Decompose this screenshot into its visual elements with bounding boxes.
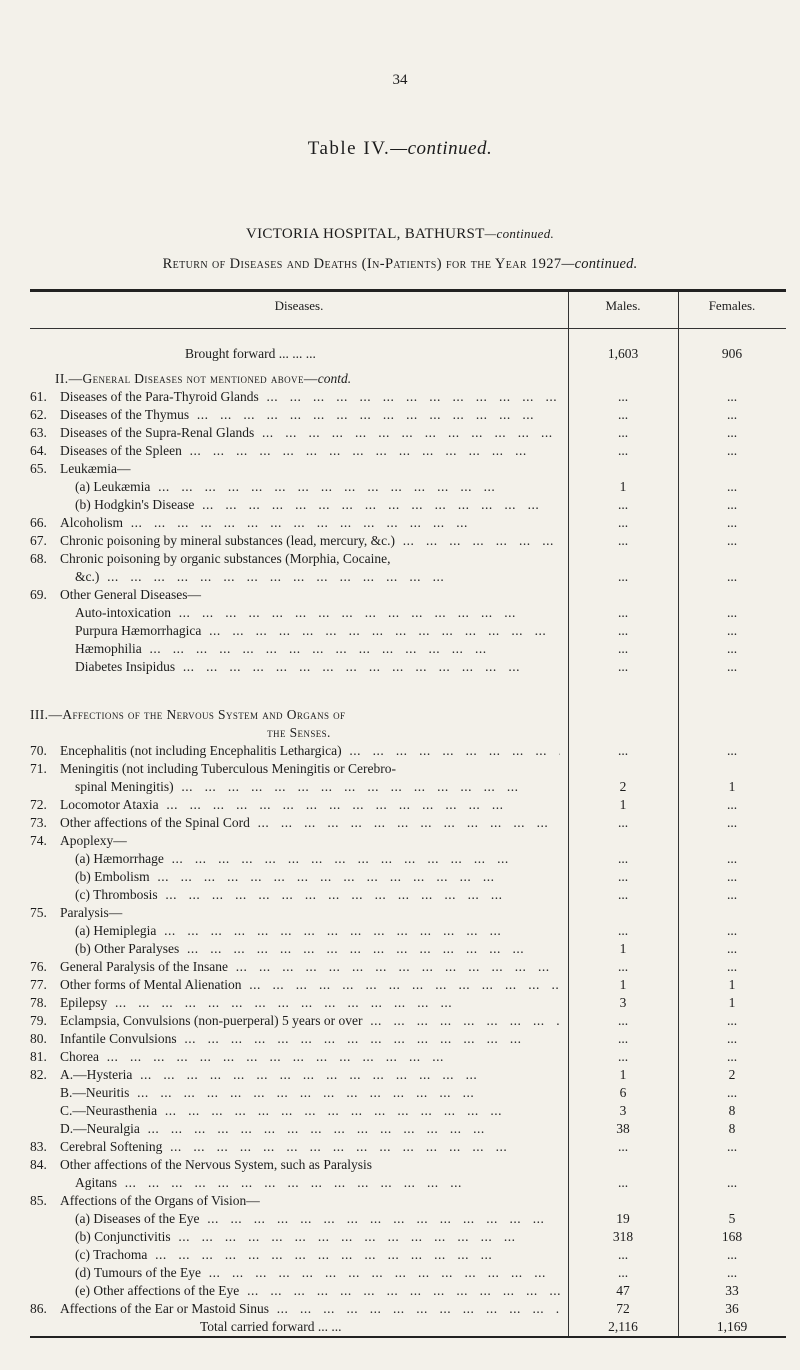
- table-row: [0, 850, 800, 868]
- females-value: ...: [726, 923, 738, 938]
- males-value: ...: [617, 923, 629, 938]
- row-label: Diseases of the Thymus ...: [60, 406, 560, 424]
- females-value: ...: [726, 815, 738, 830]
- row-label: Alcoholism ...: [60, 514, 560, 532]
- females-value: 1,169: [716, 1319, 748, 1334]
- row-label: Total carried forward ... ...: [200, 1319, 342, 1334]
- table-row: [0, 640, 800, 658]
- males-value: ...: [617, 869, 629, 884]
- table-row: [0, 1192, 800, 1210]
- return-title: Return of Diseases and Deaths (In-Patients) for the Year 1927: [162, 256, 562, 272]
- females-value: ...: [726, 797, 738, 812]
- females-value: 906: [721, 346, 743, 361]
- males-value: 38: [616, 1121, 630, 1136]
- males-value: ...: [617, 659, 629, 674]
- row-label: Brought forward ... ... ...: [185, 346, 316, 361]
- females-value: 8: [728, 1121, 736, 1136]
- row-label: Chronic poisoning by mineral substances (lead, mercury, &c.) ...: [60, 532, 560, 550]
- females-value: ...: [726, 659, 738, 674]
- row-label: III.—Affections of the Nervous System and Organs of: [30, 707, 346, 722]
- males-value: ...: [617, 443, 629, 458]
- return-continued: —continued.: [561, 256, 638, 272]
- females-value: ...: [726, 605, 738, 620]
- males-value: ...: [617, 1247, 629, 1262]
- females-value: 1: [728, 995, 736, 1010]
- row-number: 74.: [30, 833, 47, 848]
- females-value: ...: [726, 1013, 738, 1028]
- males-value: ...: [617, 425, 629, 440]
- females-value: ...: [726, 851, 738, 866]
- row-number: 78.: [30, 995, 47, 1010]
- table-row: [0, 1084, 800, 1102]
- table-row: [0, 1246, 800, 1264]
- table-row: [0, 994, 800, 1012]
- males-value: ...: [617, 389, 629, 404]
- row-label: (a) Leukæmia ...: [75, 478, 560, 496]
- males-value: ...: [617, 1175, 629, 1190]
- females-value: ...: [726, 1085, 738, 1100]
- row-number: 75.: [30, 905, 47, 920]
- row-label: Other General Diseases—: [60, 587, 201, 602]
- row-label: &c.) ...: [75, 568, 560, 586]
- table-row: [0, 406, 800, 424]
- row-number: 77.: [30, 977, 47, 992]
- males-value: 318: [612, 1229, 634, 1244]
- males-value: 47: [616, 1283, 630, 1298]
- females-value: ...: [726, 623, 738, 638]
- row-label: Other affections of the Nervous System, such as Paralysis: [60, 1157, 373, 1172]
- table-row: [0, 1210, 800, 1228]
- row-label: D.—Neuralgia ...: [60, 1120, 560, 1138]
- table-row: [0, 1012, 800, 1030]
- row-label: Encephalitis (not including Encephalitis Lethargica) ...: [60, 742, 560, 760]
- males-value: ...: [617, 1031, 629, 1046]
- table-row: [0, 496, 800, 514]
- females-value: ...: [726, 869, 738, 884]
- males-value: 1: [619, 479, 627, 494]
- table-row: [0, 1174, 800, 1192]
- table-row: [0, 1282, 800, 1300]
- table-row: [0, 1138, 800, 1156]
- females-value: ...: [726, 641, 738, 656]
- females-value: ...: [726, 1139, 738, 1154]
- row-label: Diseases of the Spleen ...: [60, 442, 560, 460]
- males-value: 1,603: [607, 346, 639, 361]
- table-row: [0, 1102, 800, 1120]
- table-row: [0, 1156, 800, 1174]
- row-number: 64.: [30, 443, 47, 458]
- row-label: Purpura Hæmorrhagica ...: [75, 622, 560, 640]
- table-row: [0, 388, 800, 406]
- males-value: 1: [619, 977, 627, 992]
- males-value: ...: [617, 569, 629, 584]
- males-value: 6: [619, 1085, 627, 1100]
- row-number: 86.: [30, 1301, 47, 1316]
- row-label: Cerebral Softening ...: [60, 1138, 560, 1156]
- row-label: Other affections of the Spinal Cord ...: [60, 814, 560, 832]
- table-row: [0, 976, 800, 994]
- table-row: [0, 424, 800, 442]
- males-value: ...: [617, 815, 629, 830]
- row-number: 71.: [30, 761, 47, 776]
- row-label: Epilepsy ...: [60, 994, 560, 1012]
- row-label: (b) Other Paralyses ...: [75, 940, 560, 958]
- row-label: Diseases of the Para-Thyroid Glands ...: [60, 388, 560, 406]
- females-value: ...: [726, 479, 738, 494]
- row-number: 80.: [30, 1031, 47, 1046]
- row-label: Other forms of Mental Alienation ...: [60, 976, 560, 994]
- row-label: A.—Hysteria ...: [60, 1066, 560, 1084]
- row-number: 76.: [30, 959, 47, 974]
- males-value: ...: [617, 407, 629, 422]
- table-row: [0, 532, 800, 550]
- females-value: ...: [726, 1265, 738, 1280]
- males-value: ...: [617, 515, 629, 530]
- row-number: 81.: [30, 1049, 47, 1064]
- females-value: ...: [726, 515, 738, 530]
- males-value: ...: [617, 497, 629, 512]
- table-row: [0, 904, 800, 922]
- males-value: 2,116: [608, 1319, 638, 1334]
- row-label: B.—Neuritis ...: [60, 1084, 560, 1102]
- row-number: 73.: [30, 815, 47, 830]
- table-row: [0, 796, 800, 814]
- males-value: ...: [617, 605, 629, 620]
- females-value: ...: [726, 1175, 738, 1190]
- females-value: ...: [726, 533, 738, 548]
- row-label: Meningitis (not including Tuberculous Meningitis or Cerebro-: [60, 761, 396, 776]
- table-row: [0, 1228, 800, 1246]
- table-title-text: Table IV.: [307, 138, 391, 159]
- row-number: 65.: [30, 461, 47, 476]
- males-value: 72: [616, 1301, 630, 1316]
- females-value: ...: [726, 497, 738, 512]
- table-row: [0, 1264, 800, 1282]
- females-value: ...: [726, 941, 738, 956]
- table-row: [0, 724, 800, 742]
- column-header-males: Males.: [605, 298, 641, 313]
- row-label: II.—General Diseases not mentioned above—contd.: [55, 371, 352, 386]
- row-label: Paralysis—: [60, 905, 123, 920]
- females-value: 8: [728, 1103, 736, 1118]
- females-value: 2: [728, 1067, 736, 1082]
- row-label: Chorea ...: [60, 1048, 560, 1066]
- table-row: [0, 1120, 800, 1138]
- row-number: 66.: [30, 515, 47, 530]
- row-label: (b) Hodgkin's Disease ...: [75, 496, 560, 514]
- row-label: Diseases of the Supra-Renal Glands ...: [60, 424, 560, 442]
- row-label: Eclampsia, Convulsions (non-puerperal) 5 years or over ...: [60, 1012, 560, 1030]
- females-value: ...: [726, 959, 738, 974]
- males-value: ...: [617, 1139, 629, 1154]
- hospital-name: VICTORIA HOSPITAL, BATHURST: [245, 226, 485, 242]
- males-value: 3: [619, 1103, 627, 1118]
- males-value: ...: [617, 887, 629, 902]
- row-number: 84.: [30, 1157, 47, 1172]
- table-row: [0, 604, 800, 622]
- row-label: (a) Hæmorrhage ...: [75, 850, 560, 868]
- table-row: [0, 370, 800, 388]
- row-label: Chronic poisoning by organic substances (Morphia, Cocaine,: [60, 551, 391, 566]
- table-row: [0, 1318, 800, 1336]
- row-label: Apoplexy—: [60, 833, 127, 848]
- table-row: [0, 958, 800, 976]
- row-label: Hæmophilia ...: [75, 640, 560, 658]
- females-value: ...: [726, 389, 738, 404]
- table-row: [0, 478, 800, 496]
- row-label: (b) Conjunctivitis ...: [75, 1228, 560, 1246]
- females-value: 33: [725, 1283, 739, 1298]
- females-value: 1: [728, 977, 736, 992]
- row-label: Auto-intoxication ...: [75, 604, 560, 622]
- row-number: 68.: [30, 551, 47, 566]
- females-value: ...: [726, 887, 738, 902]
- males-value: 19: [616, 1211, 630, 1226]
- row-number: 63.: [30, 425, 47, 440]
- row-label: spinal Meningitis) ...: [75, 778, 560, 796]
- males-value: 2: [619, 779, 627, 794]
- row-label: (d) Tumours of the Eye ...: [75, 1264, 560, 1282]
- row-number: 83.: [30, 1139, 47, 1154]
- column-header-diseases: Diseases.: [274, 298, 324, 313]
- females-value: ...: [726, 443, 738, 458]
- row-number: 61.: [30, 389, 47, 404]
- males-value: 1: [619, 797, 627, 812]
- males-value: ...: [617, 959, 629, 974]
- males-value: ...: [617, 851, 629, 866]
- females-value: ...: [726, 569, 738, 584]
- table-row: [0, 460, 800, 478]
- row-label: Infantile Convulsions ...: [60, 1030, 560, 1048]
- table-row: [0, 658, 800, 676]
- table-row: [0, 832, 800, 850]
- table-row: [0, 1048, 800, 1066]
- hospital-continued: —continued.: [484, 226, 555, 241]
- females-value: ...: [726, 1031, 738, 1046]
- row-label: (c) Trachoma ...: [75, 1246, 560, 1264]
- row-label: Agitans ...: [75, 1174, 560, 1192]
- row-number: 69.: [30, 587, 47, 602]
- males-value: ...: [617, 1013, 629, 1028]
- row-label: Affections of the Organs of Vision—: [60, 1193, 260, 1208]
- row-label: C.—Neurasthenia ...: [60, 1102, 560, 1120]
- table-row: [0, 442, 800, 460]
- table-row: [0, 1030, 800, 1048]
- row-label: (a) Hemiplegia ...: [75, 922, 560, 940]
- males-value: 3: [619, 995, 627, 1010]
- table-title-continued: —continued.: [390, 138, 493, 159]
- row-label: (a) Diseases of the Eye ...: [75, 1210, 560, 1228]
- row-label: General Paralysis of the Insane ...: [60, 958, 560, 976]
- table-row: [0, 706, 800, 724]
- table-row: [0, 514, 800, 532]
- row-number: 67.: [30, 533, 47, 548]
- table-row: [0, 742, 800, 760]
- females-value: 1: [728, 779, 736, 794]
- table-row: [0, 568, 800, 586]
- row-label: Locomotor Ataxia ...: [60, 796, 560, 814]
- females-value: ...: [726, 1049, 738, 1064]
- row-number: 70.: [30, 743, 47, 758]
- table-row: [0, 586, 800, 604]
- row-label: Diabetes Insipidus ...: [75, 658, 560, 676]
- females-value: 36: [725, 1301, 739, 1316]
- row-label: Affections of the Ear or Mastoid Sinus ...: [60, 1300, 560, 1318]
- females-value: ...: [726, 407, 738, 422]
- table-row: [0, 345, 800, 363]
- row-number: 72.: [30, 797, 47, 812]
- table-row: [0, 778, 800, 796]
- table-row: [0, 814, 800, 832]
- males-value: 1: [619, 941, 627, 956]
- row-number: 79.: [30, 1013, 47, 1028]
- table-row: [0, 922, 800, 940]
- females-value: ...: [726, 425, 738, 440]
- table-row: [0, 886, 800, 904]
- males-value: ...: [617, 533, 629, 548]
- page-number: 34: [392, 72, 408, 88]
- row-number: 62.: [30, 407, 47, 422]
- females-value: ...: [726, 1247, 738, 1262]
- females-value: 168: [721, 1229, 743, 1244]
- row-label: Leukæmia—: [60, 461, 131, 476]
- males-value: ...: [617, 641, 629, 656]
- males-value: ...: [617, 623, 629, 638]
- males-value: 1: [619, 1067, 627, 1082]
- row-label: (b) Embolism ...: [75, 868, 560, 886]
- row-label: the Senses.: [267, 725, 331, 740]
- table-row: [0, 868, 800, 886]
- table-row: [0, 622, 800, 640]
- column-header-females: Females.: [708, 298, 756, 313]
- table-row: [0, 940, 800, 958]
- females-value: 5: [728, 1211, 736, 1226]
- males-value: ...: [617, 1265, 629, 1280]
- row-number: 85.: [30, 1193, 47, 1208]
- table-row: [0, 1066, 800, 1084]
- table-row: [0, 1300, 800, 1318]
- table-row: [0, 550, 800, 568]
- table-row: [0, 760, 800, 778]
- males-value: ...: [617, 1049, 629, 1064]
- males-value: ...: [617, 743, 629, 758]
- row-number: 82.: [30, 1067, 47, 1082]
- row-label: (c) Thrombosis ...: [75, 886, 560, 904]
- females-value: ...: [726, 743, 738, 758]
- row-label: (e) Other affections of the Eye ...: [75, 1282, 560, 1300]
